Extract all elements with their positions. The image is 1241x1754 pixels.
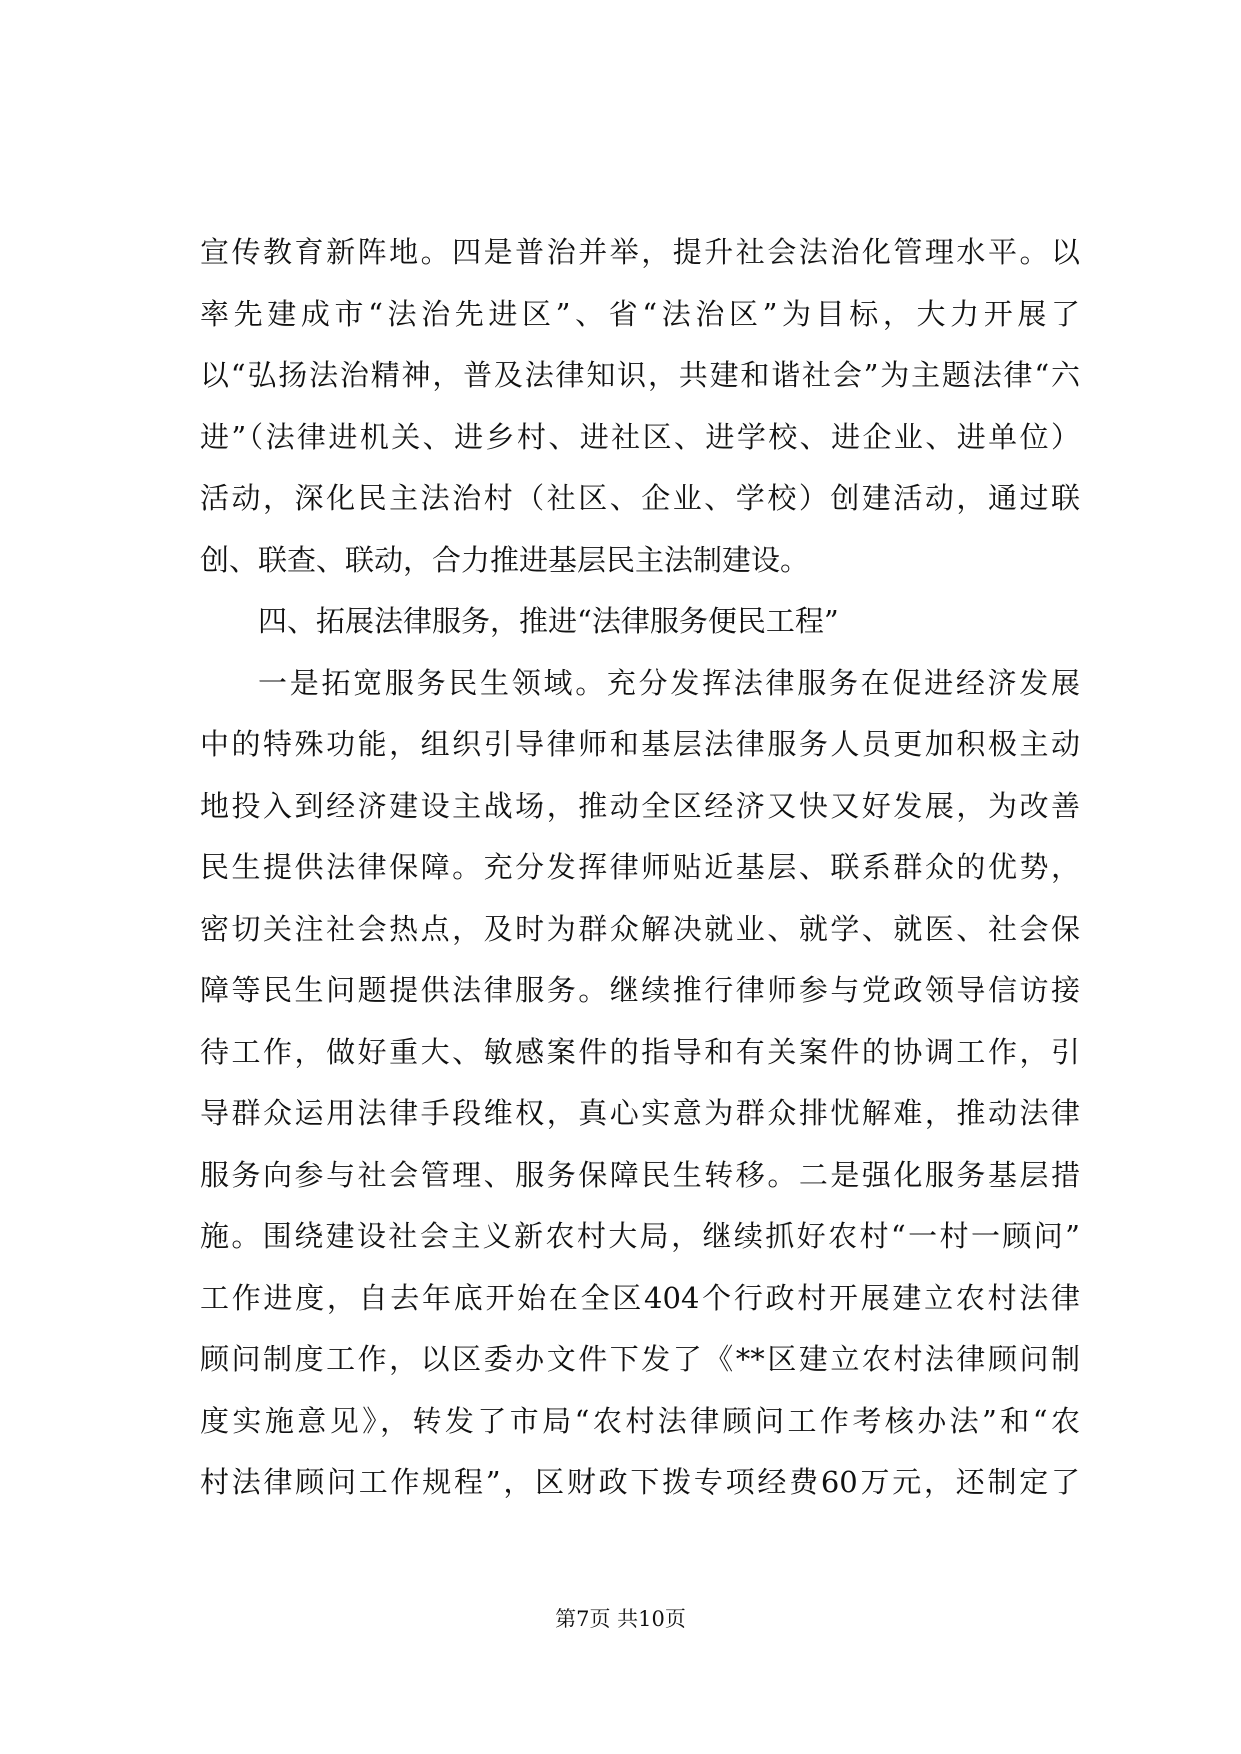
text-line: 进”（法律进机关、进乡村、进社区、进学校、进企业、进单位） [200, 419, 1080, 454]
text-line: 活动，深化民主法治村（社区、企业、学校）创建活动，通过联 [200, 481, 1080, 515]
text-line: 率先建成市“法治先进区”、省“法治区”为目标，大力开展了 [200, 296, 1080, 331]
text-line: 工作进度，自去年底开始在全区404个行政村开展建立农村法律 [200, 1280, 1080, 1315]
text-line: 以“弘扬法治精神，普及法律知识，共建和谐社会”为主题法律“六 [200, 358, 1080, 392]
text-line: 中的特殊功能，组织引导律师和基层法律服务人员更加积极主动 [200, 727, 1080, 761]
section-heading: 四、拓展法律服务，推进“法律服务便民工程” [258, 604, 839, 638]
text-line: 导群众运用法律手段维权，真心实意为群众排忧解难，推动法律 [200, 1096, 1080, 1130]
page-footer [0, 1603, 1241, 1633]
body-text [200, 232, 1080, 1524]
text-line: 障等民生问题提供法律服务。继续推行律师参与党政领导信访接 [200, 973, 1080, 1007]
text-line: 民生提供法律保障。充分发挥律师贴近基层、联系群众的优势， [200, 850, 1080, 884]
text-line: 施。围绕建设社会主义新农村大局，继续抓好农村“一村一顾问” [200, 1219, 1080, 1253]
text-line: 密切关注社会热点，及时为群众解决就业、就学、就医、社会保 [200, 911, 1080, 946]
text-line: 顾问制度工作，以区委办文件下发了《**区建立农村法律顾问制 [200, 1342, 1080, 1376]
page-number-label: 第7页 共10页 [555, 1607, 686, 1631]
text-line: 待工作，做好重大、敏感案件的指导和有关案件的协调工作，引 [200, 1034, 1080, 1069]
text-line: 宣传教育新阵地。四是普治并举，提升社会法治化管理水平。以 [200, 235, 1080, 269]
text-line: 服务向参与社会管理、服务保障民生转移。二是强化服务基层措 [200, 1157, 1080, 1192]
text-line: 地投入到经济建设主战场，推动全区经济又快又好发展，为改善 [200, 788, 1080, 823]
text-line: 度实施意见》，转发了市局“农村法律顾问工作考核办法”和“农 [200, 1403, 1080, 1438]
text-line: 创、联查、联动，合力推进基层民主法制建设。 [200, 542, 810, 577]
text-line: 一是拓宽服务民生领域。充分发挥法律服务在促进经济发展 [258, 665, 1080, 700]
text-line: 村法律顾问工作规程”，区财政下拨专项经费60万元，还制定了 [200, 1465, 1080, 1499]
